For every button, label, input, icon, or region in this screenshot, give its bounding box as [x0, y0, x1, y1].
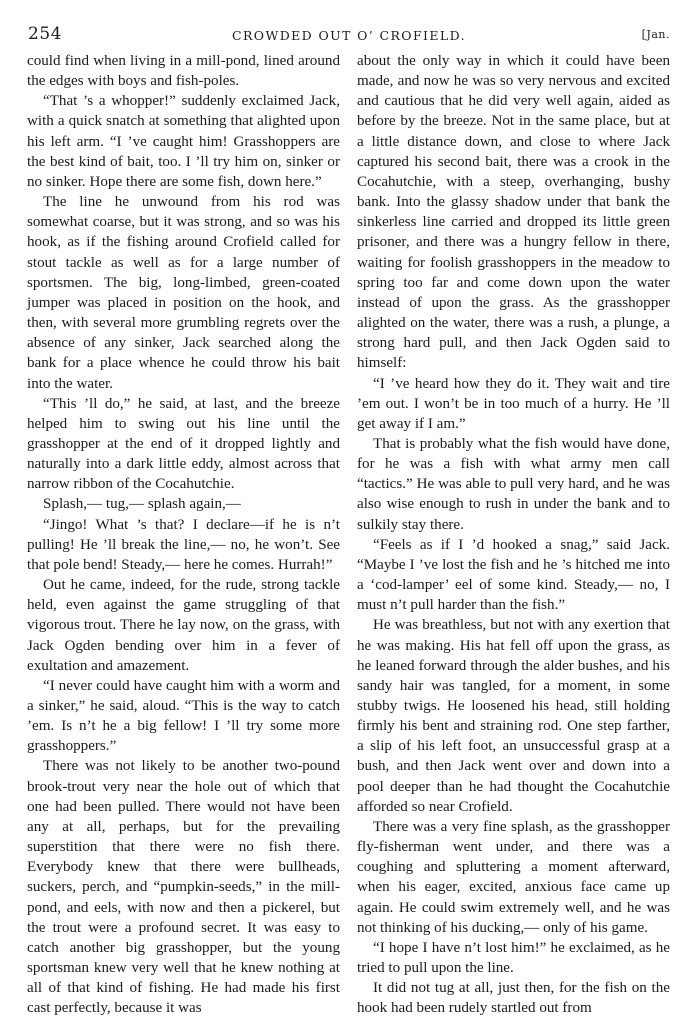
page-number: 254: [28, 24, 62, 44]
paragraph: “Jingo! What ’s that? I declare—if he is n’t pulling! He ’ll break the line,— no, he won’t. See that pole bend! Steady,— here he comes. Hurrah!”: [27, 516, 340, 573]
paragraph: That is probably what the fish would have done, for he was a fish with what army men call “tactics.” He was able to pull very hard, and he was also wise enough to rush in under the bank and to sulkily stay there.: [357, 435, 670, 533]
paragraph: “I ’ve heard how they do it. They wait and tire ’em out. I won’t be in too much of a hurry. He ’ll get away if I am.”: [357, 375, 670, 432]
paragraph: “I never could have caught him with a worm and a sinker,” he said, aloud. “This is the way to catch ’em. Is n’t he a big fellow! I ’ll try some more grasshoppers.”: [27, 677, 340, 755]
paragraph: “This ’ll do,” he said, at last, and the breeze helped him to swing out his line until the grasshopper at the end of it dropped lightly and naturally into a dark little eddy, almost across that narrow ribbon of the Cocahutchie.: [27, 395, 340, 493]
paragraph: There was not likely to be another two-pound brook-trout very near the hole out of which that one had been pulled. There would not have been any at all, perhaps, but for the prevailing superstition that there were no fish there. Everybody knew that there were bullheads, suckers, perch, and “pumpkin-seeds,” in the mill-pond, and eels, with now and then a pickerel, but the trout were a profound secret. It was easy to catch another big grasshopper, but the young sportsman knew very well that he knew nothing at all of that kind of fishing. He had made his first cast perfectly, because it was: [27, 758, 340, 1017]
issue-month: [Jan.: [641, 28, 670, 41]
paragraph: “That ’s a whopper!” suddenly exclaimed Jack, with a quick snatch at something that alighted upon his left arm. “I ’ve caught him! Grasshoppers are the best kind of bait, too. I ’ll try him on, sinker or no sinker. Hope there are some fish, down here.”: [27, 93, 340, 190]
right-column: [357, 51, 670, 1017]
running-title: CROWDED OUT O’ CROFIELD.: [232, 28, 466, 43]
paragraph: could find when living in a mill-pond, lined around the edges with boys and fish-poles.: [27, 53, 340, 90]
paragraph: He was breathless, but not with any exertion that he was making. His hat fell off upon the grass, as he leaned forward through the alder bushes, and his sandy hair was tangled, for a moment, in some stubby twigs. He loosened his head, still holding firmly his bent and straining rod. One step farther, a slip of his left foot, an unsuccessful grasp at a bush, and then Jack went over and down into a pool deeper than he had thought the Cocahutchie afforded so near Crofield.: [357, 617, 670, 815]
paragraph: Splash,— tug,— splash again,—: [43, 496, 241, 513]
paragraph: Out he came, indeed, for the rude, strong tackle held, even against the game struggling of that vigorous trout. There he lay now, on the grass, with Jack Ogden bending over him in a fever of exultation and amazement.: [27, 577, 340, 674]
left-column: [27, 51, 340, 1017]
paragraph: about the only way in which it could have been made, and now he was so very nervous and excited and cautious that he did very well again, aided as before by the breeze. Not in the same place, but at a little distance down, and close to where Jack captured his second bait, there was a crook in the Cocahutchie, with a steep, overhanging, bushy bank. Into the glassy shadow under that bank the sinkerless line carried and dropped its little green prisoner, and there was a hungry fellow in there, waiting for foolish grasshoppers in the meadow to spring too far and come down upon the water instead of upon the grass. As the grasshopper alighted on the water, there was a rush, a plunge, a strong hard pull, and then Jack Ogden said to himself:: [357, 53, 670, 372]
paragraph: “Feels as if I ’d hooked a snag,” said Jack. “Maybe I ’ve lost the fish and he ’s hitched me into a ‘cod-lamper’ eel of some kind. Steady,— no, I must n’t pull harder than the fish.”: [357, 536, 670, 614]
paragraph: There was a very fine splash, as the grasshopper fly-fisherman went under, and there was a coughing and spluttering a moment afterward, when his eager, excited, anxious face came up again. He could swim extremely well, and he was not thinking of his ducking,— only of his game.: [357, 818, 670, 936]
paragraph: The line he unwound from his rod was somewhat coarse, but it was strong, and so was his hook, as if the fishing around Crofield called for stout tackle as well as for a large number of sportsmen. The big, long-limbed, green-coated jumper was placed in position on the hook, and then, with several more grumbling regrets over the absence of any sinker, Jack searched along the bank for a place whence he could throw his bait into the water.: [27, 194, 340, 392]
running-header: [28, 24, 670, 48]
paragraph: “I hope I have n’t lost him!” he exclaimed, as he tried to pull upon the line.: [357, 939, 670, 977]
paragraph: It did not tug at all, just then, for the fish on the hook had been rudely startled out from: [357, 980, 670, 1017]
